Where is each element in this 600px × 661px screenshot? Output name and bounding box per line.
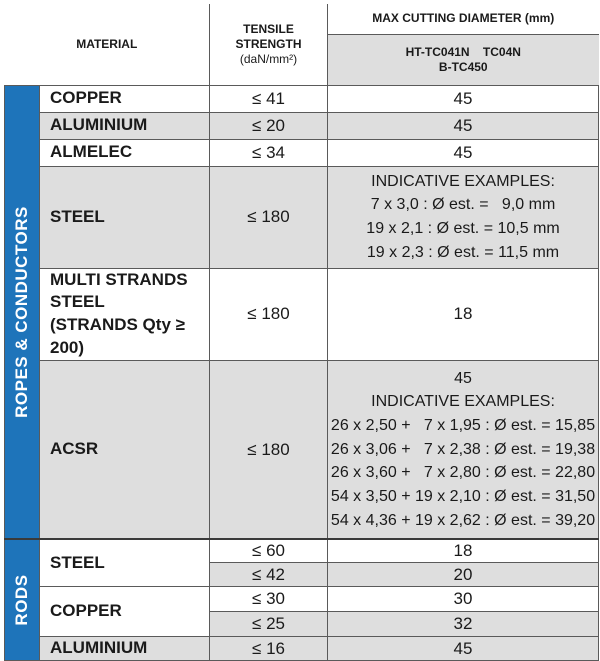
example-line: 54 x 3,50 + 19 x 2,10 : Ø est. = 31,50	[330, 488, 596, 505]
example-line: INDICATIVE EXAMPLES:	[371, 393, 555, 411]
material-multi-line2: (STRANDS Qty ≥ 200)	[50, 315, 185, 358]
table-row-multi-strands	[5, 268, 599, 361]
material-copper: COPPER	[40, 85, 210, 112]
diameter-rod-steel-1: 18	[328, 539, 599, 563]
material-rod-aluminium: ALUMINIUM	[40, 637, 210, 661]
examples-steel-rope	[328, 166, 599, 268]
example-line: 19 x 2,3 : Ø est. = 11,5 mm	[366, 243, 560, 261]
tensile-rod-steel-1: ≤ 60	[210, 539, 328, 563]
example-line: 26 x 2,50 + 7 x 1,95 : Ø est. = 15,85	[330, 416, 596, 434]
material-acsr: ACSR	[40, 361, 210, 539]
tensile-almelec: ≤ 34	[210, 139, 328, 166]
table-row-rod-steel-1	[5, 539, 599, 563]
material-almelec: ALMELEC	[40, 139, 210, 166]
header-row-1	[5, 4, 599, 34]
example-line: 54 x 4,36 + 19 x 2,62 : Ø est. = 39,20	[330, 511, 596, 529]
tensile-aluminium: ≤ 20	[210, 112, 328, 139]
header-tensile-unit: (daN/mm²)	[239, 51, 298, 66]
group-label-ropes-conductors	[5, 85, 40, 539]
header-models-line1: HT-TC041N TC04N	[405, 44, 521, 59]
material-aluminium: ALUMINIUM	[40, 112, 210, 139]
material-rod-steel: STEEL	[40, 539, 210, 587]
material-rod-copper: COPPER	[40, 587, 210, 637]
cutting-capacity-table	[4, 4, 599, 661]
example-line: 7 x 3,0 : Ø est. = 9,0 mm	[370, 196, 556, 214]
group-label-rods-text: RODS	[12, 574, 31, 626]
material-multi-strands	[40, 268, 210, 361]
tensile-acsr: ≤ 180	[210, 361, 328, 539]
tensile-rod-steel-2: ≤ 42	[210, 563, 328, 587]
table-row-acsr	[5, 361, 599, 539]
diameter-multi-strands: 18	[328, 268, 599, 361]
group-label-rods	[5, 539, 40, 661]
example-line: 45	[454, 369, 472, 387]
example-line: 26 x 3,60 + 7 x 2,80 : Ø est. = 22,80	[330, 464, 596, 482]
table-row-rod-aluminium	[5, 637, 599, 661]
material-multi-line1: MULTI STRANDS STEEL	[50, 269, 188, 312]
header-max-cutting: MAX CUTTING DIAMETER (mm)	[328, 4, 599, 34]
diameter-rod-aluminium: 45	[328, 637, 599, 661]
tensile-copper: ≤ 41	[210, 85, 328, 112]
diameter-rod-copper-1: 30	[328, 587, 599, 612]
header-tensile-line2: STRENGTH	[235, 36, 302, 51]
tensile-multi-strands: ≤ 180	[210, 268, 328, 361]
header-tensile-strength	[210, 4, 328, 85]
table-row-rod-copper-1	[5, 587, 599, 612]
example-line: INDICATIVE EXAMPLES:	[371, 172, 555, 190]
header-models-line2: B-TC450	[438, 59, 488, 74]
material-steel-rope: STEEL	[40, 166, 210, 268]
diameter-almelec: 45	[328, 139, 599, 166]
tensile-rod-aluminium: ≤ 16	[210, 637, 328, 661]
table-row-copper	[5, 85, 599, 112]
header-tensile-line1: TENSILE	[243, 21, 294, 36]
diameter-rod-steel-2: 20	[328, 563, 599, 587]
tensile-steel-rope: ≤ 180	[210, 166, 328, 268]
group-label-ropes-text: ROPES & CONDUCTORS	[12, 205, 31, 418]
example-line: 19 x 2,1 : Ø est. = 10,5 mm	[366, 220, 560, 237]
examples-acsr	[328, 361, 599, 539]
header-material: MATERIAL	[5, 4, 210, 85]
header-models	[328, 34, 599, 85]
table-row-almelec	[5, 139, 599, 166]
tensile-rod-copper-2: ≤ 25	[210, 612, 328, 637]
table-row-aluminium	[5, 112, 599, 139]
tensile-rod-copper-1: ≤ 30	[210, 587, 328, 612]
table-row-steel-rope	[5, 166, 599, 268]
example-line: 26 x 3,06 + 7 x 2,38 : Ø est. = 19,38	[330, 440, 596, 458]
diameter-rod-copper-2: 32	[328, 612, 599, 637]
diameter-copper: 45	[328, 85, 599, 112]
diameter-aluminium: 45	[328, 112, 599, 139]
